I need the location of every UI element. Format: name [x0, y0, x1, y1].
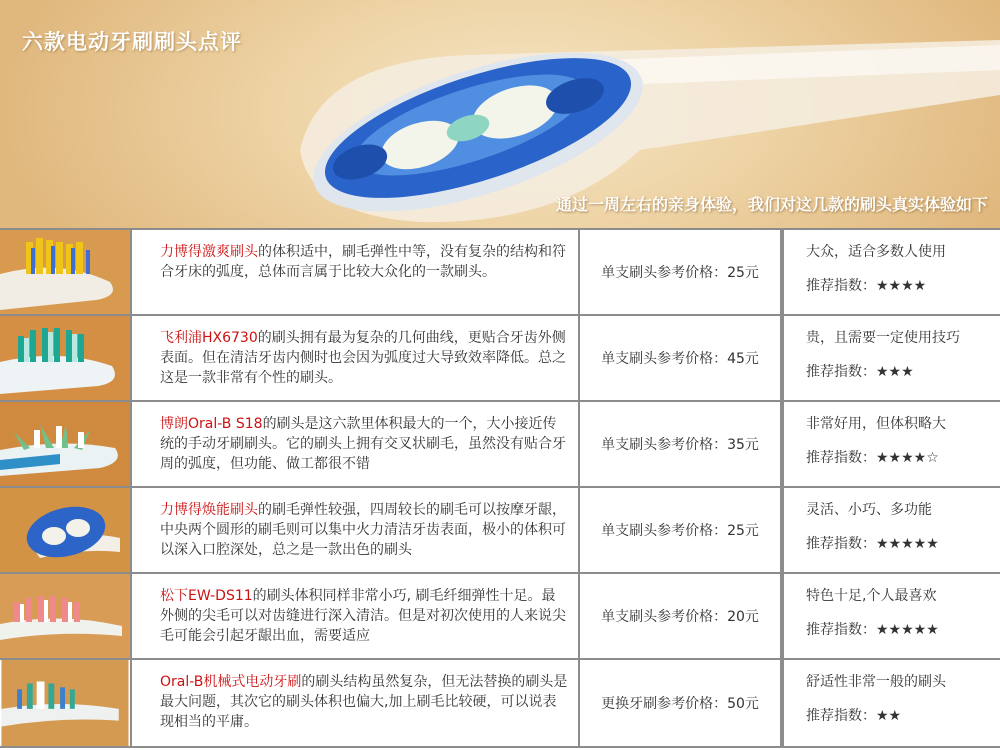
description-text: 的刷头结构虽然复杂，但无法替换的刷头是最大问题，其次它的刷头体积也偏大,加上刷毛比较硬，可以说表现相当的平庸。	[160, 674, 568, 730]
review-description	[130, 316, 578, 400]
price-cell	[578, 660, 782, 746]
rating-stars: 推荐指数：★★★★	[806, 278, 927, 294]
verdict-text: 灵活、小巧、多功能	[806, 502, 932, 518]
table-row	[0, 486, 1000, 572]
price-cell	[578, 402, 782, 486]
brand-name: 力博得激爽刷头	[160, 244, 258, 260]
review-description	[130, 488, 578, 572]
rating-stars: 推荐指数：★★★	[806, 364, 914, 380]
verdict-cell	[782, 660, 1000, 746]
review-description	[130, 660, 578, 746]
price-cell	[578, 230, 782, 314]
toothbrush-thumbnail	[0, 488, 130, 572]
price-cell	[578, 316, 782, 400]
price-text: 单支刷头参考价格：25元	[601, 523, 759, 539]
description-text: 的刷毛弹性较强，四周较长的刷毛可以按摩牙龈，中央两个圆形的刷毛则可以集中火力清洁牙齿表面，极小的体积可以深入口腔深处，总之是一款出色的刷头	[160, 502, 566, 558]
review-description	[130, 230, 578, 314]
price-text: 单支刷头参考价格：20元	[601, 609, 759, 625]
verdict-cell	[782, 574, 1000, 658]
review-description	[130, 574, 578, 658]
verdict-cell	[782, 230, 1000, 314]
verdict-text: 大众，适合多数人使用	[806, 244, 946, 260]
verdict-text: 贵，且需要一定使用技巧	[806, 330, 960, 346]
table-row	[0, 658, 1000, 748]
header-banner	[0, 0, 1000, 228]
review-description	[130, 402, 578, 486]
brand-name: 松下EW-DS11	[160, 588, 253, 604]
price-cell	[578, 488, 782, 572]
rating-stars: 推荐指数：★★	[806, 708, 902, 724]
verdict-cell	[782, 316, 1000, 400]
rating-stars: 推荐指数：★★★★☆	[806, 450, 939, 466]
rating-stars: 推荐指数：★★★★★	[806, 622, 939, 638]
description-text: 的体积适中，刷毛弹性中等，没有复杂的结构和符合牙床的弧度，总体而言属于比较大众化的一款刷头。	[160, 244, 566, 280]
page-title: 六款电动牙刷刷头点评	[22, 30, 242, 54]
description-text: 的刷头拥有最为复杂的几何曲线，更贴合牙齿外侧表面。但在清洁牙齿内侧时也会因为弧度过大导致效率降低。总之这是一款非常有个性的刷头。	[160, 330, 566, 386]
toothbrush-thumbnail	[0, 402, 130, 486]
verdict-text: 舒适性非常一般的刷头	[806, 674, 946, 690]
price-text: 更换牙刷参考价格：50元	[601, 696, 759, 712]
table-row	[0, 400, 1000, 486]
verdict-cell	[782, 402, 1000, 486]
price-text: 单支刷头参考价格：35元	[601, 437, 759, 453]
price-text: 单支刷头参考价格：25元	[601, 265, 759, 281]
toothbrush-thumbnail	[0, 230, 130, 314]
toothbrush-thumbnail	[0, 574, 130, 658]
verdict-text: 非常好用，但体积略大	[806, 416, 946, 432]
verdict-cell	[782, 488, 1000, 572]
toothbrush-thumbnail	[0, 316, 130, 400]
price-text: 单支刷头参考价格：45元	[601, 351, 759, 367]
brand-name: Oral-B机械式电动牙刷	[160, 674, 302, 690]
verdict-text: 特色十足,个人最喜欢	[806, 588, 937, 604]
banner-caption: 通过一周左右的亲身体验，我们对这几款的刷头真实体验如下	[555, 195, 988, 214]
review-table	[0, 228, 1000, 750]
toothbrush-thumbnail	[0, 660, 130, 746]
brand-name: 飞利浦HX6730	[160, 330, 258, 346]
price-cell	[578, 574, 782, 658]
table-row	[0, 314, 1000, 400]
table-row	[0, 572, 1000, 658]
table-row	[0, 228, 1000, 314]
description-text: 的刷头体积同样非常小巧, 刷毛纤细弹性十足。最外侧的尖毛可以对齿缝进行深入清洁。但是对初次使用的人来说尖毛可能会引起牙龈出血，需要适应	[160, 588, 566, 644]
brand-name: 博朗Oral-B S18	[160, 416, 263, 432]
rating-stars: 推荐指数：★★★★★	[806, 536, 939, 552]
brand-name: 力博得焕能刷头	[160, 502, 258, 518]
description-text: 的刷头是这六款里体积最大的一个，大小接近传统的手动牙刷刷头。它的刷头上拥有交叉状刷毛，虽然没有贴合牙周的弧度，但功能、做工都很不错	[160, 416, 566, 472]
